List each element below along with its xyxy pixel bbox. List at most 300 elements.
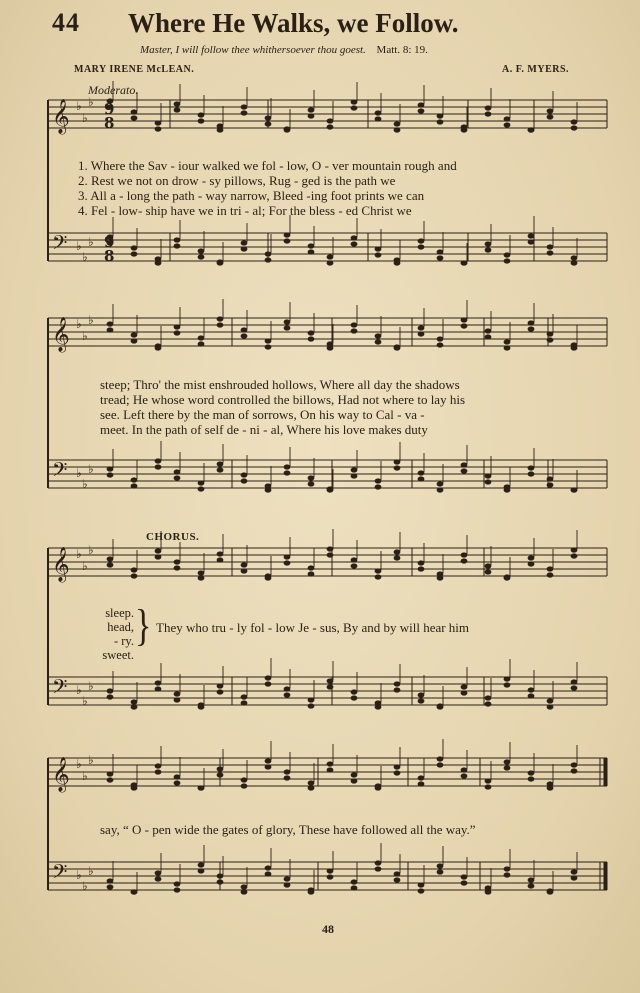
note-head [437,255,444,260]
note-head [308,785,315,790]
note-head [571,119,578,124]
note-head [461,260,468,265]
flat-sign: ♭ [76,683,82,697]
flat-sign: ♭ [88,543,94,557]
note-head [327,684,334,689]
note-head [375,478,382,483]
note-head [375,785,382,790]
chorus-label: CHORUS. [146,531,200,543]
note-head [547,244,554,249]
note-head [504,258,511,263]
note-head [351,235,358,240]
verse-line-6: tread; He whose word controlled the billows, Had not where to lay his [100,392,465,407]
flat-sign: ♭ [88,864,94,878]
note-head [308,336,315,341]
note-head [308,107,315,112]
note-head [375,866,382,871]
note-head [504,339,511,344]
note-head [461,127,468,132]
note-head [528,770,535,775]
note-head [284,238,291,243]
note-head [174,101,181,106]
note-head [571,125,578,130]
note-head [437,756,444,761]
note-head [461,468,468,473]
note-head [461,317,468,322]
note-head [504,122,511,127]
note-head [394,127,401,132]
note-head [437,481,444,486]
note-head [485,563,492,568]
verse-line-8: meet. In the path of self de - ni - al, Where his love makes duty [100,422,428,437]
note-head [504,765,511,770]
note-head [418,108,425,113]
time-signature-bottom: 8 [104,247,115,265]
note-head [217,322,224,327]
note-head [265,865,272,870]
note-head [437,704,444,709]
note-head [351,473,358,478]
note-head [327,254,334,259]
note-head [284,560,291,565]
note-head [394,770,401,775]
note-head [394,345,401,350]
note-head [265,251,272,256]
note-head [418,325,425,330]
note-head [107,472,114,477]
treble-clef: 𝄞 [52,547,70,582]
note-head [308,243,315,248]
note-head [461,767,468,772]
note-head [174,565,181,570]
note-head [528,877,535,882]
note-head [571,679,578,684]
note-head [241,562,248,567]
note-head [131,115,138,120]
treble-clef: 𝄞 [52,757,70,792]
verse-ending-1: sleep. [105,606,134,620]
note-head [528,687,535,692]
flat-sign: ♭ [76,317,82,331]
note-head [547,698,554,703]
note-head [461,880,468,885]
note-head [131,245,138,250]
chorus-lyric: They who tru - ly fol - low Je - sus, By and by will hear him [156,620,470,635]
note-head [155,548,162,553]
note-head [174,881,181,886]
note-head [308,249,315,254]
note-head [547,704,554,709]
note-head [198,248,205,253]
note-head [528,320,535,325]
note-head [375,568,382,573]
note-head [504,252,511,257]
hymn-number: 44 [52,8,80,37]
note-head [198,335,205,340]
note-head [131,785,138,790]
note-head [241,110,248,115]
flat-sign: ♭ [82,250,88,264]
note-head [174,774,181,779]
note-head [284,319,291,324]
note-head [571,685,578,690]
note-head [241,327,248,332]
note-head [174,237,181,242]
note-head [198,480,205,485]
note-head [351,322,358,327]
note-head [461,874,468,879]
flat-sign: ♭ [88,95,94,109]
note-head [284,554,291,559]
composer-credit: A. F. MYERS. [502,64,570,75]
note-head [265,575,272,580]
note-head [418,775,425,780]
note-head [528,555,535,560]
note-head [284,464,291,469]
note-head [571,553,578,558]
note-head [198,118,205,123]
note-head [375,110,382,115]
note-head [327,874,334,879]
note-head [351,241,358,246]
note-head [461,323,468,328]
note-head [284,127,291,132]
note-head [571,547,578,552]
note-head [437,342,444,347]
note-head [485,479,492,484]
note-head [461,462,468,467]
note-head [504,872,511,877]
note-head [351,772,358,777]
note-head [485,334,492,339]
note-head [375,339,382,344]
note-head [418,102,425,107]
treble-clef: 𝄞 [52,317,70,352]
note-head [375,252,382,257]
note-head [284,470,291,475]
note-head [284,876,291,881]
flat-sign: ♭ [82,329,88,343]
note-head [107,327,114,332]
note-head [155,345,162,350]
note-head [217,772,224,777]
note-head [571,762,578,767]
note-head [547,114,554,119]
note-head [351,557,358,562]
note-head [174,697,181,702]
note-head [547,476,554,481]
verse-line-1: 1. Where the Sav - iour walked we fol - low, O - ver mountain rough and [78,158,457,173]
note-head [504,575,511,580]
note-head [547,331,554,336]
note-head [284,232,291,237]
note-head [265,758,272,763]
note-head [418,244,425,249]
tempo-marking: Moderato. [88,83,139,97]
note-head [265,338,272,343]
note-head [107,466,114,471]
note-head [485,569,492,574]
note-head [437,249,444,254]
note-head [437,575,444,580]
note-head [217,873,224,878]
note-head [174,691,181,696]
note-head [198,341,205,346]
note-head [308,697,315,702]
note-head [198,112,205,117]
note-head [351,689,358,694]
note-head [198,486,205,491]
note-head [547,108,554,113]
note-head [375,860,382,865]
note-head [217,260,224,265]
note-head [375,333,382,338]
note-head [327,761,334,766]
note-head [528,127,535,132]
note-head [131,251,138,256]
note-head [131,332,138,337]
note-head [131,338,138,343]
note-head [375,484,382,489]
note-head [485,889,492,894]
note-head [571,768,578,773]
note-head [217,683,224,688]
note-head [437,487,444,492]
note-head [241,884,248,889]
note-head [504,345,511,350]
note-head [351,885,358,890]
note-head [485,241,492,246]
note-head [174,107,181,112]
note-head [107,321,114,326]
note-head [198,704,205,709]
note-head [174,330,181,335]
note-head [265,115,272,120]
note-head [265,764,272,769]
note-head [284,769,291,774]
note-head [394,871,401,876]
note-head [394,687,401,692]
note-head [418,560,425,565]
note-head [174,324,181,329]
note-head [131,704,138,709]
note-head [327,118,334,123]
note-head [394,555,401,560]
time-signature-bottom: 8 [104,114,115,132]
note-head [485,328,492,333]
flat-sign: ♭ [82,769,88,783]
note-head [437,762,444,767]
note-head [198,862,205,867]
note-head [308,565,315,570]
note-head [155,769,162,774]
note-head [571,345,578,350]
note-head [375,116,382,121]
note-head [217,689,224,694]
bass-clef: 𝄢 [52,675,68,703]
note-head [327,487,334,492]
note-head [308,113,315,118]
note-head [131,573,138,578]
note-head [437,113,444,118]
note-head [265,871,272,876]
note-head [174,475,181,480]
note-head [107,771,114,776]
note-head [327,552,334,557]
bass-clef: 𝄢 [52,458,68,486]
flat-sign: ♭ [82,879,88,893]
note-head [547,889,554,894]
time-signature-top: 9 [104,100,115,118]
flat-sign: ♭ [88,753,94,767]
note-head [217,316,224,321]
note-head [107,878,114,883]
note-head [461,558,468,563]
note-head [107,688,114,693]
note-head [547,785,554,790]
note-head [107,694,114,699]
note-head [131,567,138,572]
note-head [418,476,425,481]
note-head [351,467,358,472]
note-head [198,570,205,575]
note-head [217,557,224,562]
flat-sign: ♭ [88,462,94,476]
note-head [351,695,358,700]
note-head [351,879,358,884]
note-head [394,764,401,769]
note-head [308,571,315,576]
bass-clef: 𝄢 [52,231,68,259]
note-head [394,681,401,686]
note-head [241,568,248,573]
note-head [375,704,382,709]
note-head [528,561,535,566]
note-head [418,882,425,887]
note-head [265,487,272,492]
note-head [571,487,578,492]
epigraph-text: Master, I will follow thee whithersoever thou goest. [140,44,366,56]
note-head [461,690,468,695]
note-head [418,888,425,893]
note-head [155,876,162,881]
note-head [155,680,162,685]
flat-sign: ♭ [76,466,82,480]
note-head [107,556,114,561]
page-number: 48 [322,922,334,936]
note-head [418,470,425,475]
note-head [418,781,425,786]
note-head [284,775,291,780]
note-head [198,575,205,580]
note-head [504,759,511,764]
note-head [528,233,535,238]
note-head [155,458,162,463]
note-head [265,681,272,686]
flat-sign: ♭ [76,757,82,771]
note-head [485,778,492,783]
note-head [394,877,401,882]
note-head [528,693,535,698]
note-head [461,552,468,557]
verse-ending-2: head, [107,620,134,634]
note-head [504,676,511,681]
treble-clef: 𝄞 [52,99,70,134]
note-head [327,767,334,772]
note-head [547,250,554,255]
note-head [485,701,492,706]
note-head [547,572,554,577]
note-head [528,239,535,244]
note-head [528,465,535,470]
note-head [308,475,315,480]
note-head [265,121,272,126]
note-head [107,562,114,567]
note-head [265,675,272,680]
verse-brace: } [135,602,152,651]
note-head [437,336,444,341]
note-head [265,257,272,262]
scripture-reference: Matt. 8: 19. [376,44,428,56]
note-head [485,111,492,116]
note-head [485,695,492,700]
note-head [327,124,334,129]
verse-endings [92,606,134,662]
note-head [528,883,535,888]
flat-sign: ♭ [82,477,88,491]
note-head [241,889,248,894]
note-head [504,682,511,687]
note-head [327,546,334,551]
note-head [327,260,334,265]
flat-sign: ♭ [88,679,94,693]
note-head [107,884,114,889]
flat-sign: ♭ [88,313,94,327]
flat-sign: ♭ [76,239,82,253]
note-head [265,344,272,349]
flat-sign: ♭ [76,868,82,882]
note-head [571,255,578,260]
note-head [217,766,224,771]
note-head [461,773,468,778]
note-head [418,238,425,243]
note-head [174,469,181,474]
note-head [394,121,401,126]
note-head [284,325,291,330]
note-head [131,889,138,894]
note-head [308,889,315,894]
note-head [485,105,492,110]
flat-sign: ♭ [88,235,94,249]
note-head [375,246,382,251]
note-head [241,246,248,251]
note-head [217,127,224,132]
note-head [394,459,401,464]
note-head [155,126,162,131]
note-head [351,99,358,104]
note-head [571,260,578,265]
note-head [437,119,444,124]
note-head [485,784,492,789]
note-head [504,866,511,871]
lyricist-credit: MARY IRENE McLEAN. [74,64,195,75]
verse-line-3: 3. All a - long the path - way narrow, Bleed -ing foot prints we can [78,188,425,203]
note-head [241,104,248,109]
note-head [241,777,248,782]
note-head [547,566,554,571]
note-head [418,566,425,571]
note-head [198,785,205,790]
